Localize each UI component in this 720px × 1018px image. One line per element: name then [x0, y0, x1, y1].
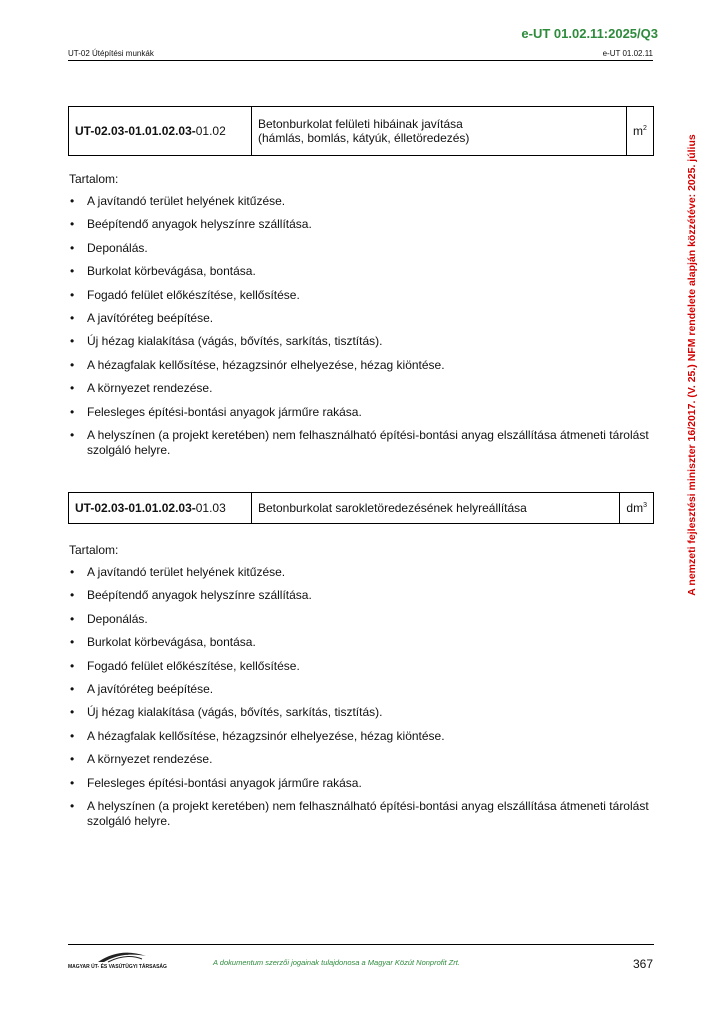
bullet-icon: • — [70, 287, 75, 302]
list-item — [69, 588, 649, 611]
list-item-text: Burkolat körbevágása, bontása. — [87, 635, 256, 650]
bullet-icon: • — [70, 775, 75, 790]
list-item-text: A javítóréteg beépítése. — [87, 681, 214, 696]
item-code-suffix: 01.03 — [195, 501, 226, 515]
bullet-icon: • — [70, 240, 75, 255]
item-title-line1: Betonburkolat felületi hibáinak javítása — [258, 117, 463, 131]
list-item-text: Új hézag kialakítása (vágás, bővítés, sarkítás, tisztítás). — [87, 705, 383, 720]
list-item-text: Felesleges építési-bontási anyagok járműre rakása. — [87, 775, 362, 790]
list-item — [69, 428, 649, 460]
list-item — [69, 612, 649, 635]
publication-side-note — [682, 95, 702, 635]
bullet-icon: • — [70, 310, 75, 325]
copyright-notice: A dokumentum szerzői jogainak tulajdonosa a Magyar Közút Nonprofit Zrt. — [213, 958, 460, 967]
list-item-text: A helyszínen (a projekt keretében) nem felhasználható építési-bontási anyag elszállítása átmeneti tárolást szolgáló helyre. — [87, 427, 649, 457]
bullet-icon: • — [70, 681, 75, 696]
logo-swoosh-icon — [68, 950, 163, 964]
item-title — [252, 493, 620, 524]
bullet-icon: • — [70, 217, 75, 232]
item-title — [252, 107, 627, 156]
list-item — [69, 659, 649, 682]
list-item-text: A környezet rendezése. — [87, 381, 213, 396]
running-header — [68, 49, 653, 61]
list-item-text: A javítóréteg beépítése. — [87, 310, 214, 325]
list-item — [69, 682, 649, 705]
bullet-icon: • — [70, 728, 75, 743]
bullet-icon: • — [70, 381, 75, 396]
list-item-text: Beépítendő anyagok helyszínre szállítása. — [87, 588, 312, 603]
document-code: e-UT 01.02.11:2025/Q3 — [521, 26, 658, 41]
list-item — [69, 241, 649, 264]
bullet-icon: • — [70, 194, 75, 208]
item-code-bold: UT-02.03-01.01.02.03- — [75, 501, 196, 515]
item-unit — [620, 493, 654, 524]
bullet-icon: • — [70, 798, 75, 813]
header-right-label: e-UT 01.02.11 — [602, 49, 653, 58]
item-code — [69, 493, 252, 524]
list-item — [69, 405, 649, 428]
list-item-text: Burkolat körbevágása, bontása. — [87, 264, 256, 279]
list-item — [69, 311, 649, 334]
bullet-icon: • — [70, 611, 75, 626]
content-label: Tartalom: — [69, 543, 119, 557]
bullet-icon: • — [70, 705, 75, 720]
item-title-line2: (hámlás, bomlás, kátyúk, élletöredezés) — [258, 131, 470, 145]
bullet-icon: • — [70, 427, 75, 442]
list-item-text: A hézagfalak kellősítése, hézagzsinór elhelyezése, hézag kiöntése. — [87, 728, 445, 743]
page-number: 367 — [632, 957, 653, 971]
content-label: Tartalom: — [69, 172, 119, 186]
item-table — [68, 492, 654, 524]
item-title-line1: Betonburkolat sarokletöredezésének helyreállítása — [258, 501, 527, 515]
bullet-icon: • — [70, 635, 75, 650]
list-item-text: A környezet rendezése. — [87, 752, 213, 767]
item-table — [68, 106, 654, 156]
unit-exponent: 3 — [643, 502, 647, 509]
list-item — [69, 264, 649, 287]
footer-divider — [68, 944, 654, 945]
side-note-text: A nemzeti fejlesztési miniszter 16/2017. (V. 25.) NFM rendelete alapján közzétéve: 2025. július — [686, 134, 698, 596]
list-item — [69, 752, 649, 775]
list-item — [69, 799, 649, 831]
header-left-label: UT-02 Útépítési munkák — [68, 49, 154, 58]
bullet-icon: • — [70, 565, 75, 579]
list-item — [69, 705, 649, 728]
item-code — [69, 107, 252, 156]
list-item-text: A javítandó terület helyének kitűzése. — [87, 194, 286, 208]
bullet-icon: • — [70, 404, 75, 419]
list-item — [69, 565, 649, 588]
list-item-text: Fogadó felület előkészítése, kellősítése. — [87, 287, 300, 302]
list-item — [69, 288, 649, 311]
list-item — [69, 194, 649, 217]
organization-name: MAGYAR ÚT- ÉS VASÚTÜGYI TÁRSASÁG — [68, 964, 167, 970]
content-list — [69, 194, 649, 460]
bullet-icon: • — [70, 588, 75, 603]
list-item-text: A javítandó terület helyének kitűzése. — [87, 565, 286, 579]
list-item — [69, 217, 649, 240]
bullet-icon: • — [70, 334, 75, 349]
bullet-icon: • — [70, 357, 75, 372]
list-item — [69, 635, 649, 658]
list-item-text: Fogadó felület előkészítése, kellősítése. — [87, 658, 300, 673]
list-item-text: A helyszínen (a projekt keretében) nem felhasználható építési-bontási anyag elszállítása átmeneti tárolást szolgáló helyre. — [87, 798, 649, 828]
list-item-text: A hézagfalak kellősítése, hézagzsinór elhelyezése, hézag kiöntése. — [87, 357, 445, 372]
list-item — [69, 334, 649, 357]
bullet-icon: • — [70, 658, 75, 673]
list-item — [69, 729, 649, 752]
list-item-text: Deponálás. — [87, 240, 148, 255]
list-item-text: Beépítendő anyagok helyszínre szállítása. — [87, 217, 312, 232]
list-item — [69, 358, 649, 381]
bullet-icon: • — [70, 752, 75, 767]
bullet-icon: • — [70, 264, 75, 279]
list-item-text: Új hézag kialakítása (vágás, bővítés, sarkítás, tisztítás). — [87, 334, 383, 349]
list-item — [69, 776, 649, 799]
unit-exponent: 2 — [643, 125, 647, 132]
organization-logo — [68, 950, 167, 970]
item-code-suffix: 01.02 — [195, 124, 226, 138]
list-item-text: Felesleges építési-bontási anyagok járműre rakása. — [87, 404, 362, 419]
item-unit — [627, 107, 654, 156]
list-item-text: Deponálás. — [87, 611, 148, 626]
list-item — [69, 381, 649, 404]
content-list — [69, 565, 649, 831]
unit-base: m — [633, 124, 644, 138]
item-code-bold: UT-02.03-01.01.02.03- — [75, 124, 196, 138]
unit-base: dm — [626, 501, 644, 515]
